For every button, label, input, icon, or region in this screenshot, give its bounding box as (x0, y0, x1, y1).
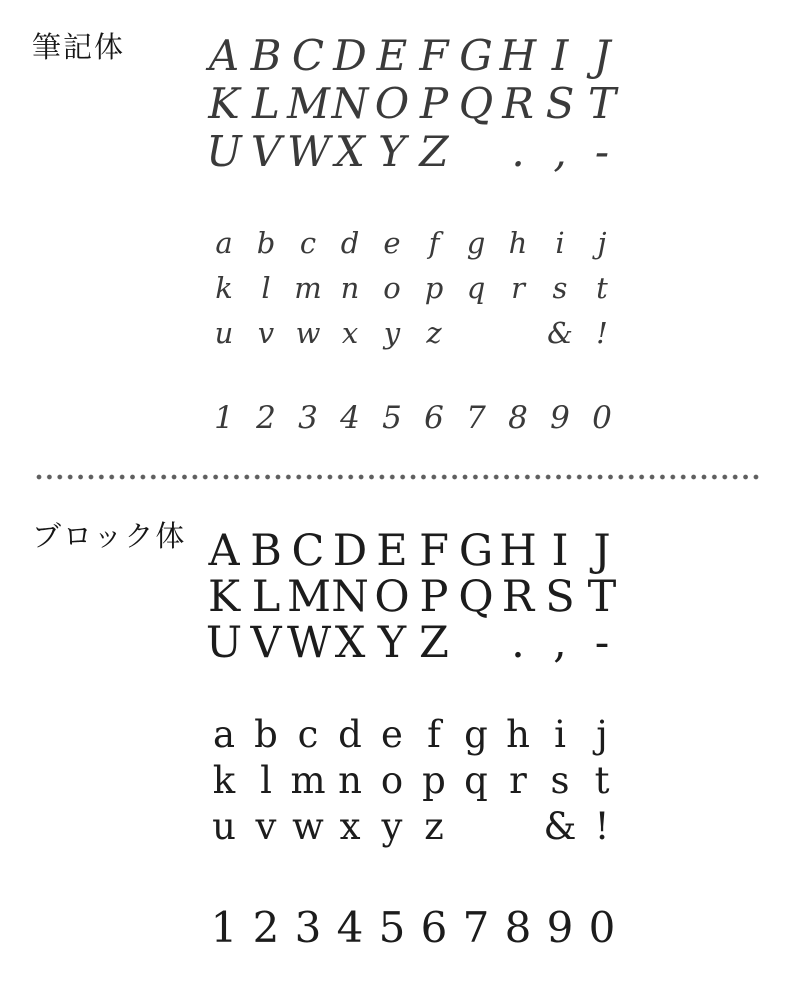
glyph-r: r (509, 759, 527, 802)
glyph-p: p (422, 759, 446, 802)
glyph-N: N (331, 79, 369, 128)
glyph-i: i (555, 226, 565, 260)
glyph-row (203, 903, 627, 952)
glyph-C: C (291, 31, 325, 80)
glyph-7: 7 (466, 400, 486, 436)
glyph-V: V (250, 127, 282, 176)
script-uppercase-grid (203, 32, 627, 176)
glyph-h: h (506, 713, 530, 756)
glyph-L: L (252, 79, 280, 128)
glyph-0: 0 (592, 400, 612, 436)
glyph-d: d (338, 713, 362, 756)
glyph-q: q (466, 271, 486, 305)
glyph-M: M (287, 572, 332, 622)
glyph-row (203, 398, 627, 438)
glyph-D: D (332, 526, 368, 576)
glyph-5: 5 (382, 400, 402, 436)
glyph-e: e (381, 713, 403, 756)
glyph-B: B (250, 31, 282, 80)
block-uppercase-grid (203, 528, 627, 666)
glyph-row (203, 712, 627, 758)
glyph-k: k (215, 271, 233, 305)
glyph-6: 6 (420, 903, 448, 952)
glyph-empty (455, 620, 497, 666)
glyph-Y: Y (378, 127, 406, 176)
glyph-N: N (331, 572, 369, 622)
glyph-&: & (547, 316, 573, 350)
glyph-n: n (340, 271, 360, 305)
glyph-d: d (340, 226, 360, 260)
glyph-F: F (419, 526, 449, 576)
glyph-b: b (254, 713, 278, 756)
glyph-B: B (250, 526, 282, 576)
glyph-row (203, 32, 627, 80)
glyph-9: 9 (550, 400, 570, 436)
glyph-4: 4 (340, 400, 360, 436)
glyph-row (203, 128, 627, 176)
glyph-S: S (545, 79, 575, 128)
glyph-t: t (596, 271, 608, 305)
glyph-row (203, 266, 627, 311)
glyph--: - (594, 618, 610, 668)
glyph-9: 9 (546, 903, 574, 952)
glyph-5: 5 (378, 903, 406, 952)
glyph-p: p (424, 271, 444, 305)
glyph-l: l (261, 271, 271, 305)
glyph-J: J (593, 31, 611, 80)
glyph-row (203, 620, 627, 666)
glyph-G: G (459, 31, 493, 80)
glyph-r: r (511, 271, 525, 305)
glyph-empty (497, 804, 539, 850)
glyph-x: x (341, 316, 359, 350)
glyph-,: , (553, 618, 567, 668)
glyph-U: U (206, 127, 242, 176)
glyph-,: , (553, 127, 567, 176)
glyph-6: 6 (424, 400, 444, 436)
glyph-u: u (212, 805, 236, 848)
glyph-g: g (466, 226, 486, 260)
glyph-!: ! (594, 805, 610, 848)
glyph-row (203, 528, 627, 574)
glyph-k: k (212, 759, 236, 802)
glyph-0: 0 (588, 903, 616, 952)
glyph-W: W (287, 127, 331, 176)
glyph-O: O (374, 572, 410, 622)
glyph-L: L (251, 572, 281, 622)
glyph-.: . (511, 127, 525, 176)
glyph-empty (497, 311, 539, 356)
glyph-E: E (376, 526, 408, 576)
glyph-W: W (287, 618, 332, 668)
glyph-c: c (299, 226, 317, 260)
glyph-v: v (257, 316, 275, 350)
glyph-a: a (215, 226, 233, 260)
glyph-b: b (256, 226, 276, 260)
glyph-o: o (383, 271, 401, 305)
glyph-Q: Q (458, 572, 494, 622)
glyph-Z: Z (419, 618, 449, 668)
glyph-3: 3 (298, 400, 318, 436)
glyph-D: D (333, 31, 367, 80)
glyph-o: o (380, 759, 404, 802)
glyph-s: s (552, 271, 568, 305)
glyph-R: R (501, 572, 535, 622)
glyph-v: v (255, 805, 277, 848)
block-numbers-grid (203, 903, 627, 952)
glyph-2: 2 (256, 400, 276, 436)
glyph-M: M (287, 79, 331, 128)
glyph-empty (455, 128, 497, 176)
script-numbers-grid (203, 398, 627, 438)
glyph-1: 1 (210, 903, 238, 952)
glyph-K: K (208, 79, 240, 128)
glyph--: - (594, 127, 610, 176)
glyph-S: S (545, 572, 575, 622)
glyph-i: i (554, 713, 566, 756)
glyph-2: 2 (252, 903, 280, 952)
glyph-t: t (594, 759, 610, 802)
glyph-Z: Z (419, 127, 449, 176)
glyph-P: P (419, 572, 449, 622)
glyph-G: G (458, 526, 494, 576)
glyph-j: j (597, 226, 607, 260)
glyph-w: w (292, 805, 324, 848)
glyph-q: q (464, 759, 488, 802)
script-lowercase-grid (203, 221, 627, 356)
block-lowercase-grid (203, 712, 627, 850)
glyph-E: E (376, 31, 408, 80)
glyph-z: z (424, 805, 444, 848)
glyph-a: a (212, 713, 236, 756)
section-title-script: 筆記体 (32, 32, 126, 64)
dotted-divider (36, 474, 762, 480)
glyph-7: 7 (462, 903, 490, 952)
glyph-l: l (260, 759, 272, 802)
glyph-c: c (297, 713, 319, 756)
glyph-A: A (208, 526, 240, 576)
glyph-z: z (426, 316, 442, 350)
glyph-T: T (587, 572, 617, 622)
glyph-f: f (427, 713, 441, 756)
glyph-P: P (419, 79, 449, 128)
glyph-u: u (214, 316, 234, 350)
glyph-T: T (587, 79, 616, 128)
glyph-X: X (335, 127, 365, 176)
glyph-row (203, 311, 627, 356)
glyph-row (203, 804, 627, 850)
glyph-j: j (596, 713, 608, 756)
glyph-w: w (295, 316, 321, 350)
glyph-f: f (428, 226, 440, 260)
glyph-empty (455, 311, 497, 356)
glyph-1: 1 (214, 400, 234, 436)
glyph-empty (455, 804, 497, 850)
glyph-X: X (334, 618, 366, 668)
glyph-.: . (511, 618, 525, 668)
glyph-m: m (294, 271, 322, 305)
glyph-I: I (551, 31, 569, 80)
glyph-g: g (464, 713, 488, 756)
glyph-h: h (508, 226, 528, 260)
glyph-H: H (499, 526, 537, 576)
glyph-row (203, 80, 627, 128)
glyph-F: F (419, 31, 449, 80)
glyph-Y: Y (377, 618, 407, 668)
glyph-8: 8 (504, 903, 532, 952)
glyph-U: U (205, 618, 243, 668)
glyph-Q: Q (458, 79, 494, 128)
glyph-8: 8 (508, 400, 528, 436)
glyph-O: O (374, 79, 410, 128)
glyph-s: s (550, 759, 570, 802)
glyph-y: y (383, 316, 401, 350)
glyph-row (203, 221, 627, 266)
glyph-x: x (339, 805, 361, 848)
glyph-V: V (250, 618, 282, 668)
glyph-C: C (291, 526, 325, 576)
glyph-I: I (551, 526, 569, 576)
glyph-A: A (208, 31, 240, 80)
glyph-!: ! (596, 316, 608, 350)
glyph-J: J (593, 526, 611, 576)
glyph-H: H (499, 31, 537, 80)
glyph-e: e (383, 226, 401, 260)
glyph-&: & (543, 805, 577, 848)
glyph-n: n (338, 759, 362, 802)
glyph-y: y (381, 805, 403, 848)
glyph-m: m (290, 759, 326, 802)
glyph-K: K (207, 572, 241, 622)
glyph-row (203, 574, 627, 620)
glyph-4: 4 (336, 903, 364, 952)
section-title-block: ブロック体 (32, 521, 187, 553)
glyph-row (203, 758, 627, 804)
glyph-R: R (502, 79, 534, 128)
glyph-3: 3 (294, 903, 322, 952)
